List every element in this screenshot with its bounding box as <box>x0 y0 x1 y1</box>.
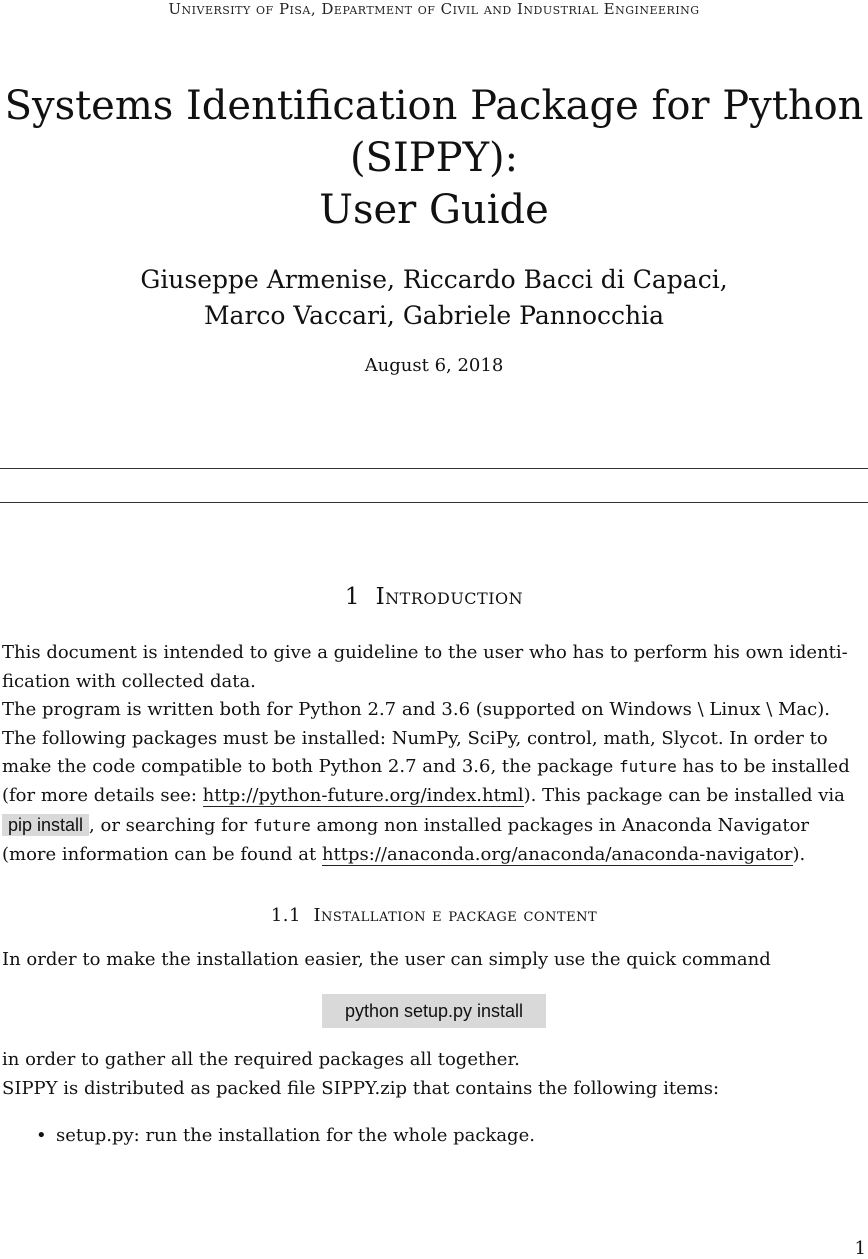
text-fragment: make the code compatible to both Python 2.7 and 3.6, the package <box>2 756 619 778</box>
authors-line-2: Marco Vaccari, Gabriele Pannocchia <box>203 301 665 330</box>
running-header: University of Pisa, Department of Civil and Industrial Engineering <box>168 0 700 18</box>
title-line-1: Systems Identification Package for Python <box>4 83 864 129</box>
text-fragment: , or searching for <box>89 814 253 836</box>
intro-paragraph-2 <box>2 696 868 869</box>
page-number: 1 <box>854 1238 866 1259</box>
text-line: in order to gather all the required packages all together. <box>2 1049 520 1070</box>
section-heading <box>0 584 868 610</box>
text-line: fication with collected data. <box>2 670 256 692</box>
section-number: 1 <box>344 584 360 610</box>
text-fragment: has to be installed <box>676 756 850 778</box>
python-future-link[interactable]: http://python-future.org/index.html <box>202 785 524 807</box>
contents-paragraph <box>2 1046 868 1103</box>
authors-line-1: Giuseppe Armenise, Riccardo Bacci di Capaci, <box>140 265 728 294</box>
intro-paragraph-1 <box>2 639 868 696</box>
inline-code: future <box>252 815 311 835</box>
horizontal-rule-bottom <box>0 502 868 503</box>
text-fragment: ). <box>792 843 806 865</box>
document-date: August 6, 2018 <box>364 355 504 376</box>
text-line <box>2 811 868 841</box>
title-line-3: User Guide <box>319 187 549 233</box>
pip-install-chip: pip install <box>2 814 89 836</box>
text-fragment: (for more details see: <box>2 785 203 807</box>
list-item <box>36 1125 535 1146</box>
subsection-number: 1.1 <box>270 905 301 926</box>
text-line: The following packages must be installed: NumPy, SciPy, control, math, Slycot. In order to <box>2 727 828 749</box>
install-paragraph <box>2 946 868 975</box>
document-title <box>0 80 868 236</box>
text-line: SIPPY is distributed as packed file SIPPY.zip that contains the following items: <box>2 1077 720 1099</box>
authors <box>0 262 868 334</box>
subsection-title: Installation e package content <box>313 905 598 926</box>
title-line-2: (SIPPY): <box>349 135 519 181</box>
list-item-text: setup.py: run the installation for the whole package. <box>56 1125 535 1146</box>
bullet-icon: • <box>36 1125 47 1146</box>
text-line <box>2 841 868 870</box>
inline-code: future <box>619 757 677 777</box>
text-line: The program is written both for Python 2.7 and 3.6 (supported on Windows \ Linux \ Mac). <box>2 699 830 720</box>
install-command: python setup.py install <box>322 994 546 1028</box>
text-fragment: (more information can be found at <box>2 843 322 865</box>
section-title: Introduction <box>375 584 524 610</box>
text-fragment: ). This package can be installed via <box>523 785 845 807</box>
anaconda-navigator-link[interactable]: https://anaconda.org/anaconda/anaconda-navigator <box>321 843 793 865</box>
text-line <box>2 782 868 811</box>
text-fragment: among non installed packages in Anaconda Navigator <box>310 814 810 836</box>
horizontal-rule-top <box>0 468 868 469</box>
text-line: In order to make the installation easier, the user can simply use the quick command <box>2 949 771 970</box>
text-line: This document is intended to give a guideline to the user who has to perform his own identi- <box>2 642 848 663</box>
subsection-heading <box>0 905 868 926</box>
text-line <box>2 753 868 782</box>
